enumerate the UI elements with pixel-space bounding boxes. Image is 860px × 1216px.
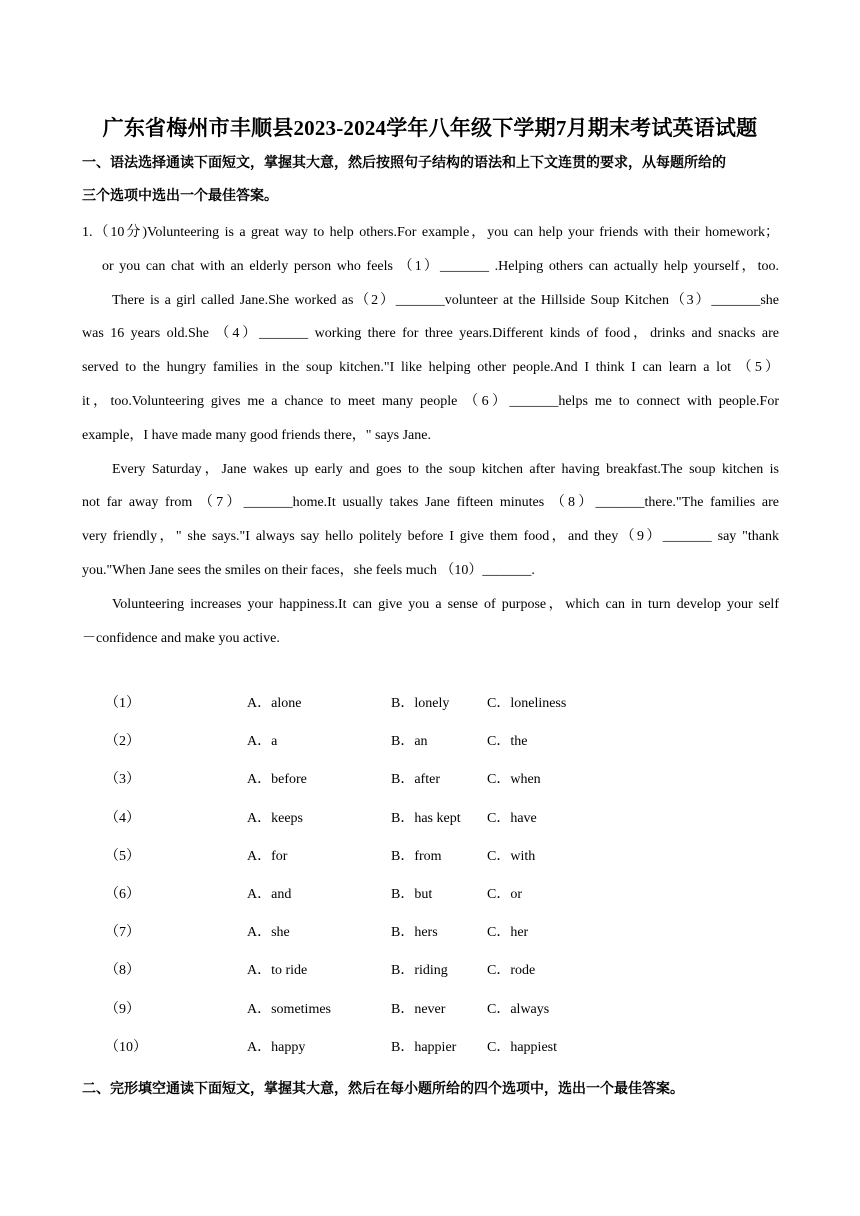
reading-passage — [82, 216, 779, 655]
option-b[interactable]: B．never — [391, 1001, 446, 1017]
option-c[interactable]: C．with — [487, 848, 536, 864]
option-a[interactable]: A．a — [247, 734, 278, 750]
passage-line: There is a girl called Jane.She worked as（2）_______volunteer at the Hillside Soup Kitchen（3）_______she — [112, 292, 779, 308]
option-b[interactable]: B．lonely — [391, 696, 450, 711]
option-c[interactable]: C．happiest — [487, 1039, 557, 1055]
option-c[interactable]: C．or — [487, 886, 522, 902]
option-c[interactable]: C．her — [487, 925, 529, 941]
question-number: （2） — [105, 734, 140, 750]
option-c[interactable]: C．when — [487, 772, 541, 788]
option-c[interactable]: C．have — [487, 810, 537, 826]
option-b[interactable]: B．riding — [391, 963, 448, 979]
question-number: （6） — [105, 886, 140, 902]
option-c[interactable]: C．always — [487, 1001, 550, 1017]
passage-line: －confidence and make you active. — [82, 630, 280, 646]
option-b[interactable]: B．hers — [391, 925, 438, 941]
section-2-heading: 二、完形填空通读下面短文，掌握其大意，然后在每小题所给的四个选项中，选出一个最佳答案。 — [82, 1082, 684, 1097]
passage-line: Every Saturday，Jane wakes up early and goes to the soup kitchen after having breakfast.The soup kitchen is — [112, 461, 779, 477]
question-number: （10） — [105, 1039, 147, 1055]
question-number: （9） — [105, 1001, 140, 1017]
question-number: （7） — [105, 925, 140, 941]
option-b[interactable]: B．happier — [391, 1039, 457, 1055]
passage-line: 1.（10分)Volunteering is a great way to help others.For example，you can help your friends with their homework； — [82, 225, 779, 240]
passage-line: it，too.Volunteering gives me a chance to meet many people （6）_______helps me to connect with people.For — [82, 393, 779, 409]
passage-line: or you can chat with an elderly person who feels （1）_______ .Helping others can actually help yourself，too. — [102, 258, 779, 274]
option-a[interactable]: A．sometimes — [247, 1001, 331, 1017]
question-number: （1） — [105, 696, 140, 711]
passage-line: example，I have made many good friends there，" says Jane. — [82, 427, 431, 443]
passage-line: Volunteering increases your happiness.It can give you a sense of purpose，which can in turn develop your self — [112, 596, 779, 612]
passage-line: was 16 years old.She （4）_______ working there for three years.Different kinds of food，drinks and snacks are — [82, 326, 779, 342]
option-a[interactable]: A．keeps — [247, 810, 303, 826]
option-c[interactable]: C．rode — [487, 963, 536, 979]
passage-line: not far away from （7）_______home.It usually takes Jane fifteen minutes （8）_______there."The families are — [82, 495, 779, 511]
option-c[interactable]: C．the — [487, 734, 528, 750]
question-number: （5） — [105, 848, 140, 864]
page-title: 广东省梅州市丰顺县2023-2024学年八年级下学期7月期末考试英语试题 — [102, 116, 758, 140]
question-number: （3） — [105, 772, 140, 788]
option-a[interactable]: A．before — [247, 772, 307, 788]
option-b[interactable]: B．has kept — [391, 810, 461, 826]
passage-line: served to the hungry families in the soup kitchen."I like helping other people.And I think I can learn a lot （5） — [82, 360, 779, 376]
option-a[interactable]: A．she — [247, 925, 290, 941]
section-1-heading-line-1: 一、语法选择通读下面短文，掌握其大意，然后按照句子结构的语法和上下文连贯的要求，从每题所给的 — [82, 156, 726, 171]
question-number: （4） — [105, 810, 140, 826]
question-number: （8） — [105, 963, 140, 979]
passage-line: you."When Jane sees the smiles on their faces，she feels much （10）_______. — [82, 562, 535, 578]
option-a[interactable]: A．alone — [247, 696, 302, 711]
option-b[interactable]: B．but — [391, 886, 433, 902]
option-a[interactable]: A．happy — [247, 1039, 306, 1055]
option-a[interactable]: A．and — [247, 886, 292, 902]
option-b[interactable]: B．after — [391, 772, 440, 788]
option-b[interactable]: B．from — [391, 848, 442, 864]
passage-line: very friendly，" she says."I always say hello politely before I give them food，and they（9）_______ say "thank — [82, 529, 779, 545]
section-1-heading — [82, 147, 782, 213]
option-a[interactable]: A．to ride — [247, 963, 308, 979]
section-1-heading-line-2: 三个选项中选出一个最佳答案。 — [82, 189, 278, 204]
option-b[interactable]: B．an — [391, 734, 428, 750]
option-c[interactable]: C．loneliness — [487, 696, 567, 711]
option-a[interactable]: A．for — [247, 848, 288, 864]
